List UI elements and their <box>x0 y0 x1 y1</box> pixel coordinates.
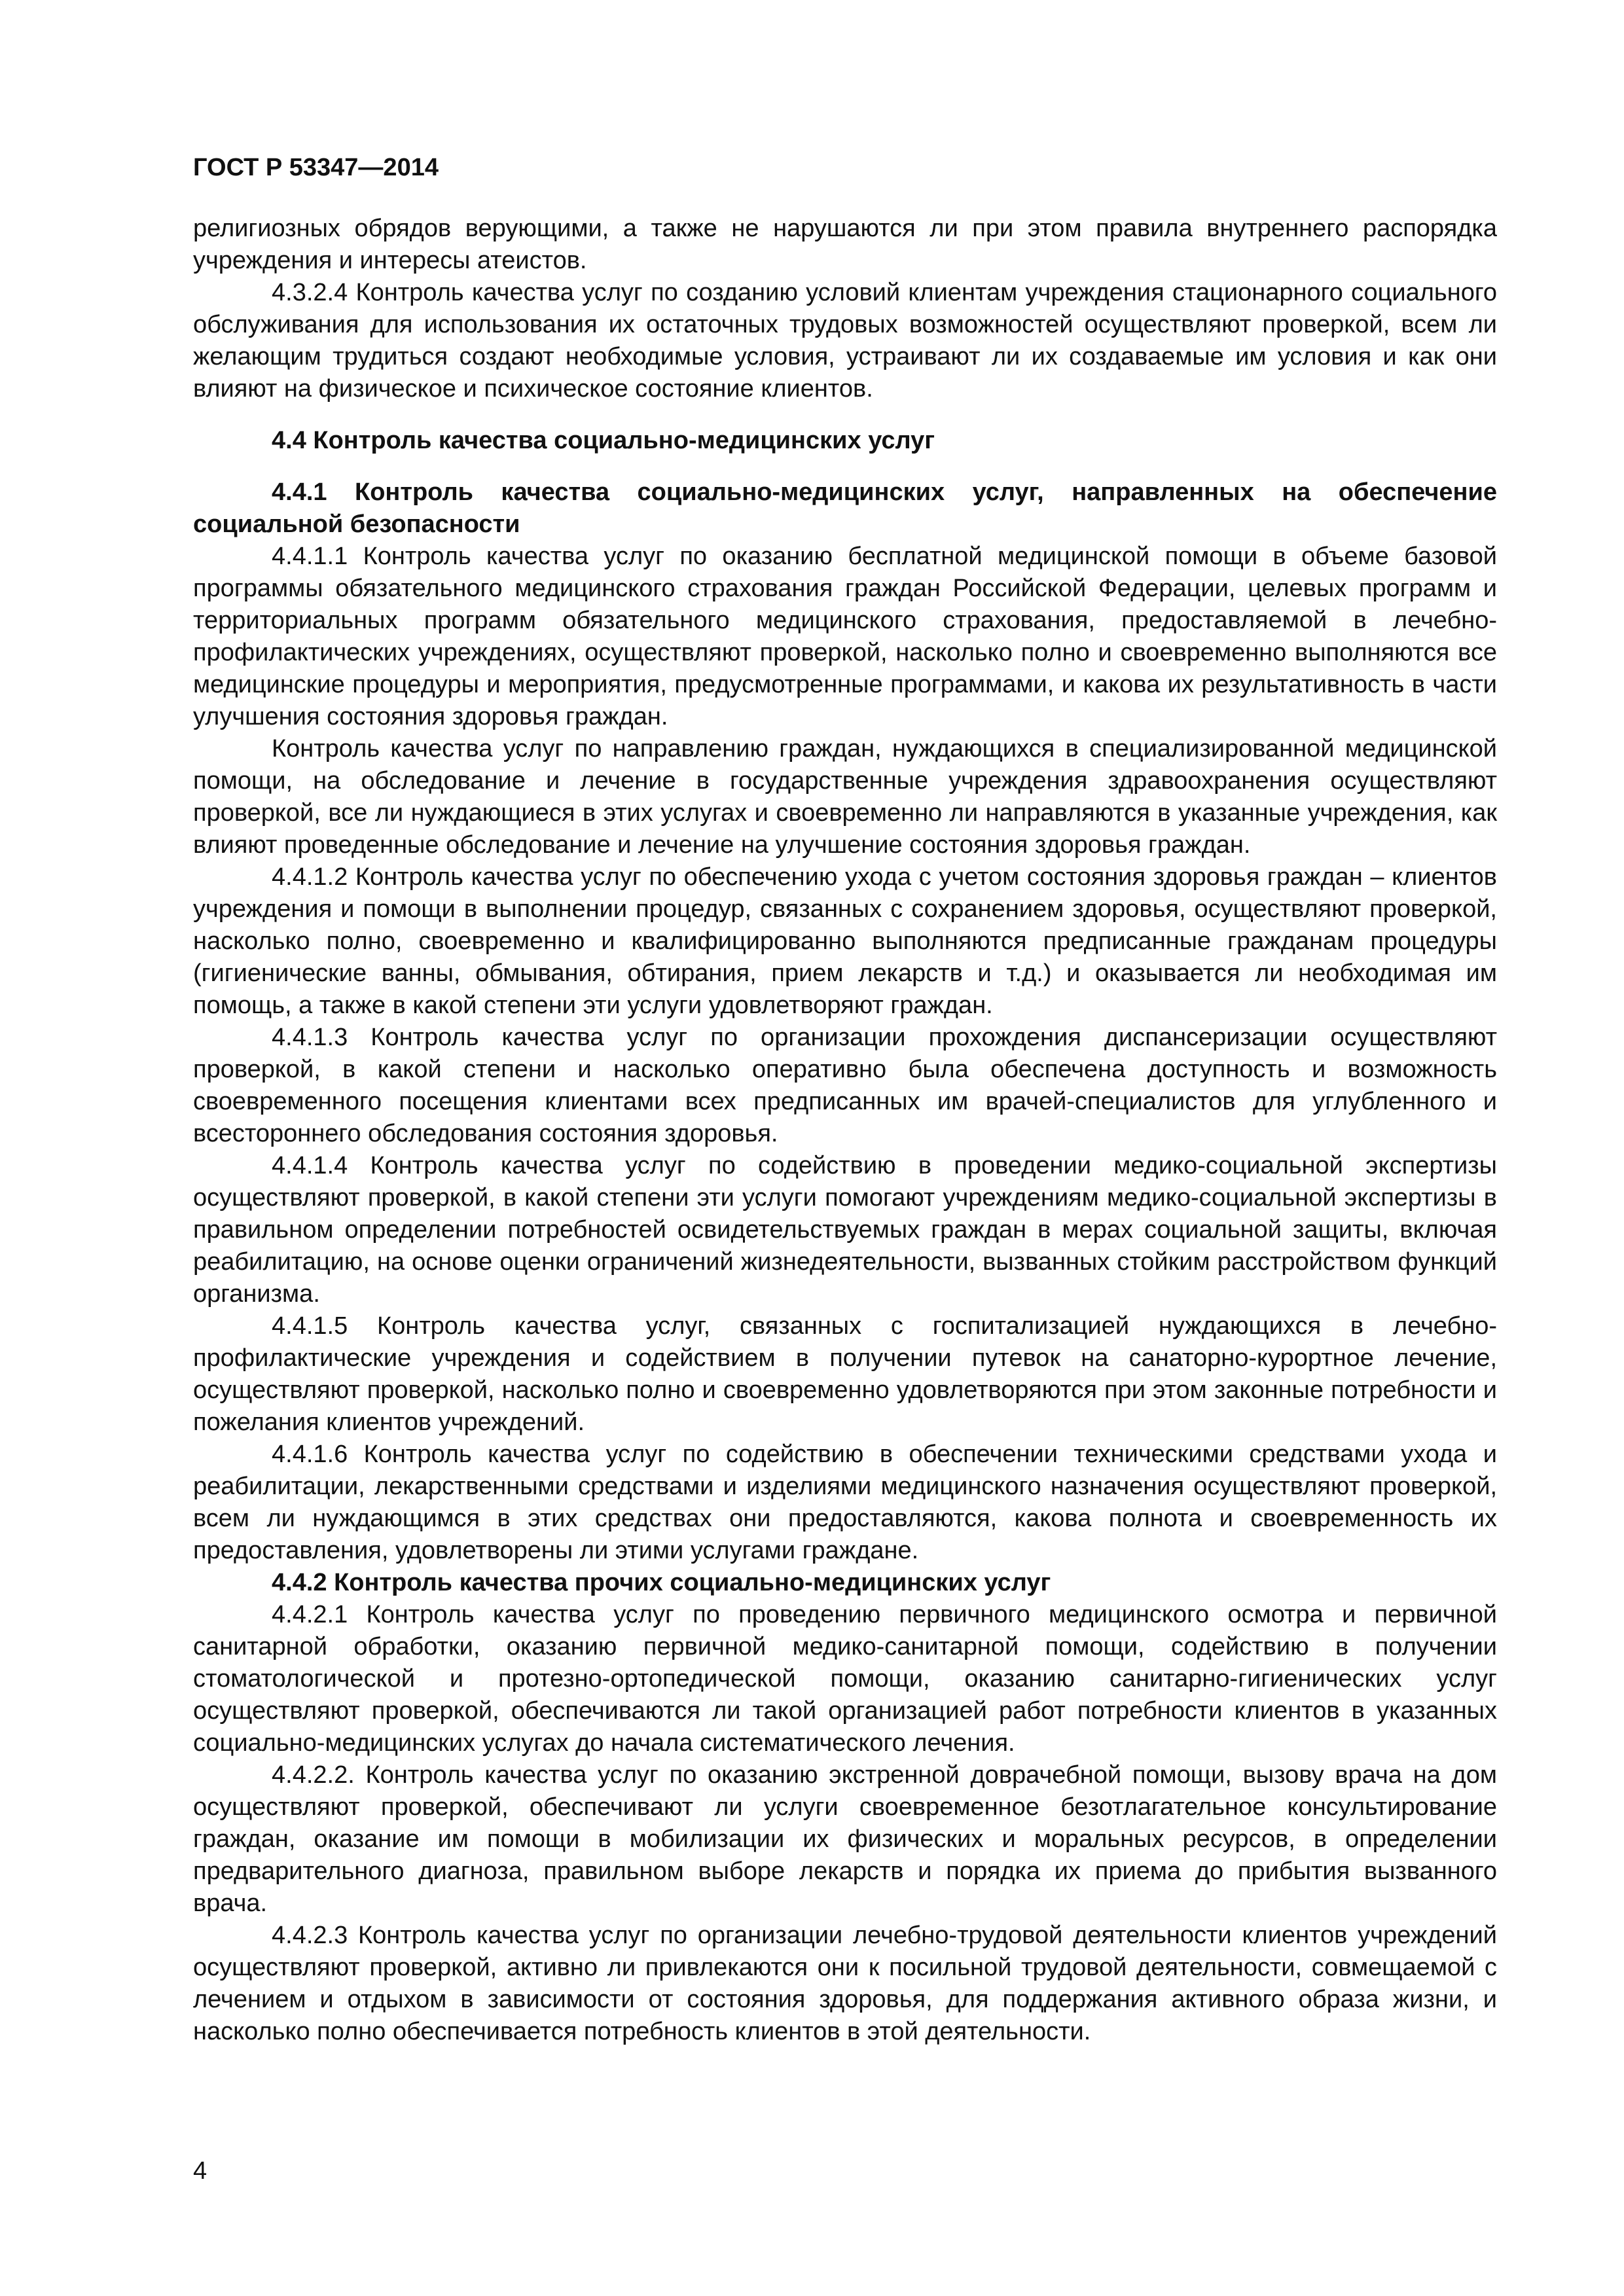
document-body <box>193 213 1497 2048</box>
paragraph: религиозных обрядов верующими, а также не нарушаются ли при этом правила внутреннего распорядка учреждения и интересы атеистов. <box>193 215 1497 274</box>
page-number: 4 <box>193 2157 208 2185</box>
paragraph: 4.4.1.6 Контроль качества услуг по содействию в обеспечении техническими средствами ухода и реабилитации, лекарственными средствами и изделиями медицинского назначения осуществляют проверкой, всем ли нуждающимся в этих средствах они предоставляются, какова полнота и своевременность их предоставления, удовлетворены ли этими услугами граждане. <box>193 1441 1497 1564</box>
paragraph: 4.4.2.1 Контроль качества услуг по проведению первичного медицинского осмотра и первичной санитарной обработки, оказанию первичной медико-санитарной помощи, содействию в получении стоматологической и протезно-ортопедической помощи, оказанию санитарно-гигиенических услуг осуществляют проверкой, обеспечиваются ли такой организацией работ потребности клиентов в указанных социально-медицинских услугах до начала систематического лечения. <box>193 1601 1497 1757</box>
paragraph: 4.4.1.4 Контроль качества услуг по содействию в проведении медико-социальной экспертизы осуществляют проверкой, в какой степени эти услуги помогают учреждениям медико-социальной экспертизы в правильном определении потребностей освидетельствуемых граждан в мерах социальной защиты, включая реабилитацию, на основе оценки ограничений жизнедеятельности, вызванных стойким расстройством функций организма. <box>193 1152 1497 1308</box>
paragraph: 4.4.2.2. Контроль качества услуг по оказанию экстренной доврачебной помощи, вызову врача на дом осуществляют проверкой, обеспечивают ли услуги своевременное безотлагательное консультирование граждан, оказание им помощи в мобилизации их физических и моральных ресурсов, в определении предварительного диагноза, правильном выборе лекарств и порядка их приема до прибытия вызванного врача. <box>193 1761 1497 1917</box>
subsection-heading: 4.4.1 Контроль качества социально-медицинских услуг, направленных на обеспечение социальной безопасности <box>193 478 1497 538</box>
document-header: ГОСТ Р 53347—2014 <box>193 154 439 181</box>
paragraph: 4.4.1.1 Контроль качества услуг по оказанию бесплатной медицинской помощи в объеме базовой программы обязательного медицинского страхования граждан Российской Федерации, целевых программ и территориальных программ обязательного медицинского страхования, предоставляемой в лечебно-профилактических учреждениях, осуществляют проверкой, насколько полно и своевременно выполняются все медицинские процедуры и мероприятия, предусмотренные программами, и какова их результативность в части улучшения состояния здоровья граждан. <box>193 543 1497 730</box>
paragraph: 4.4.1.3 Контроль качества услуг по организации прохождения диспансеризации осуществляют проверкой, в какой степени и насколько оперативно была обеспечена доступность и возможность своевременного посещения клиентами всех предписанных им врачей-специалистов для углубленного и всестороннего обследования состояния здоровья. <box>193 1024 1497 1147</box>
paragraph: 4.4.1.5 Контроль качества услуг, связанных с госпитализацией нуждающихся в лечебно-профилактические учреждения и содействием в получении путевок на санаторно-курортное лечение, осуществляют проверкой, насколько полно и своевременно удовлетворяются при этом законные потребности и пожелания клиентов учреждений. <box>193 1312 1497 1436</box>
paragraph: 4.4.1.2 Контроль качества услуг по обеспечению ухода с учетом состояния здоровья граждан – клиентов учреждения и помощи в выполнении процедур, связанных с сохранением здоровья, осуществляют проверкой, насколько полно, своевременно и квалифицированно выполняются предписанные гражданам процедуры (гигиенические ванны, обмывания, обтирания, прием лекарств и т.д.) и оказывается ли необходимая им помощь, а также в какой степени эти услуги удовлетворяют граждан. <box>193 863 1497 1019</box>
paragraph: Контроль качества услуг по направлению граждан, нуждающихся в специализированной медицинской помощи, на обследование и лечение в государственные учреждения здравоохранения осуществляют проверкой, все ли нуждающиеся в этих услугах и своевременно ли направляются в указанные учреждения, как влияют проведенные обследование и лечение на улучшение состояния здоровья граждан. <box>193 735 1497 859</box>
section-heading: 4.4 Контроль качества социально-медицинских услуг <box>272 427 935 454</box>
paragraph: 4.4.2.3 Контроль качества услуг по организации лечебно-трудовой деятельности клиентов учреждений осуществляют проверкой, активно ли привлекаются они к посильной трудовой деятельности, совмещаемой с лечением и отдыхом в зависимости от состояния здоровья, для поддержания активного образа жизни, и насколько полно обеспечивается потребность клиентов в этой деятельности. <box>193 1922 1497 2045</box>
subsection-heading: 4.4.2 Контроль качества прочих социально-медицинских услуг <box>272 1569 1051 1596</box>
paragraph: 4.3.2.4 Контроль качества услуг по созданию условий клиентам учреждения стационарного социального обслуживания для использования их остаточных трудовых возможностей осуществляют проверкой, всем ли желающим трудиться создают необходимые условия, устраивают ли их создаваемые им условия и как они влияют на физическое и психическое состояние клиентов. <box>193 279 1497 403</box>
